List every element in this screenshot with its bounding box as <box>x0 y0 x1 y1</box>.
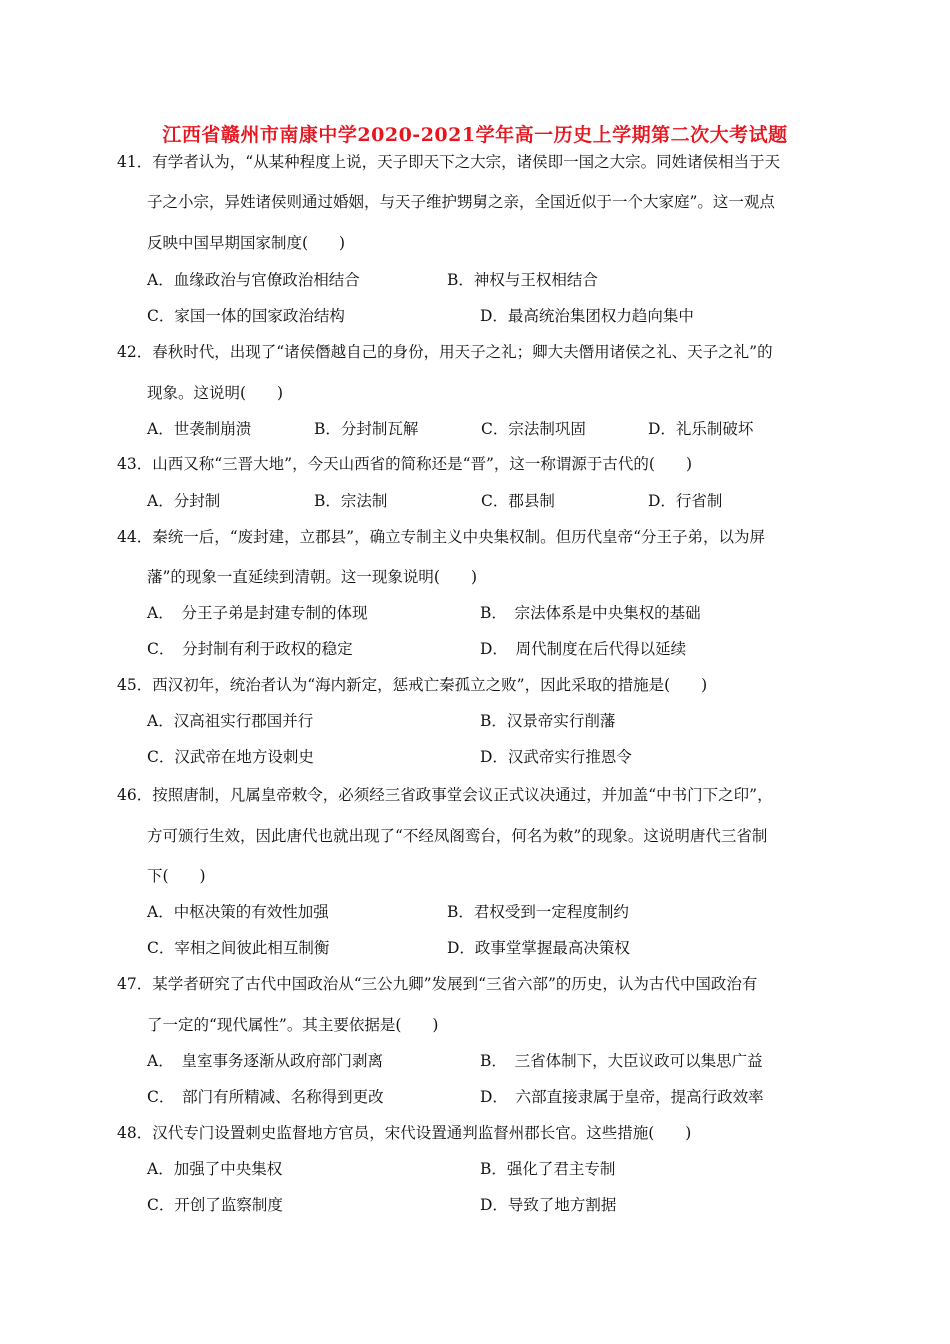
q48-option-a: A．加强了中央集权 <box>147 1160 283 1178</box>
q41-option-b: B．神权与王权相结合 <box>447 271 598 289</box>
q42-option-d: D．礼乐制破坏 <box>648 420 754 438</box>
q47-option-b: B． 三省体制下，大臣议政可以集思广益 <box>480 1052 763 1070</box>
q45-stem-line1: 45．西汉初年，统治者认为“海内新定，惩戒亡秦孤立之败”，因此采取的措施是( ) <box>117 676 708 694</box>
q42-stem-line1: 42．春秋时代，出现了“诸侯僭越自己的身份，用天子之礼；卿大夫僭用诸侯之礼、天子之礼”的 <box>117 343 773 361</box>
q44-stem-line1: 44．秦统一后，“废封建，立郡县”，确立专制主义中央集权制。但历代皇帝“分王子弟，以为屏 <box>117 528 765 546</box>
q41-stem-line1: 41．有学者认为，“从某种程度上说，天子即天下之大宗，诸侯即一国之大宗。同姓诸侯相当于天 <box>117 153 781 171</box>
q41-option-a: A．血缘政治与官僚政治相结合 <box>147 271 360 289</box>
q46-option-a: A．中枢决策的有效性加强 <box>147 903 329 921</box>
q44-stem-line2: 藩”的现象一直延续到清朝。这一现象说明( ) <box>147 568 478 586</box>
q44-option-d: D． 周代制度在后代得以延续 <box>480 640 687 658</box>
q41-option-d: D．最高统治集团权力趋向集中 <box>480 307 694 325</box>
q42-option-a: A．世袭制崩溃 <box>147 420 252 438</box>
q43-option-c: C．郡县制 <box>481 492 555 510</box>
q44-option-c: C． 分封制有利于政权的稳定 <box>147 640 353 658</box>
q44-option-b: B． 宗法体系是中央集权的基础 <box>480 604 701 622</box>
q41-stem-line3: 反映中国早期国家制度( ) <box>147 234 346 252</box>
q42-option-b: B．分封制瓦解 <box>314 420 419 438</box>
q48-option-d: D．导致了地方割据 <box>480 1196 617 1214</box>
q45-option-b: B．汉景帝实行削藩 <box>480 712 616 730</box>
q48-stem-line1: 48．汉代专门设置刺史监督地方官员，宋代设置通判监督州郡长官。这些措施( ) <box>117 1124 692 1142</box>
q41-option-c: C．家国一体的国家政治结构 <box>147 307 345 325</box>
exam-title: 江西省赣州市南康中学2020-2021学年高一历史上学期第二次大考试题 <box>162 124 788 146</box>
q44-option-a: A． 分王子弟是封建专制的体现 <box>147 604 368 622</box>
q43-stem-line1: 43．山西又称“三晋大地”，今天山西省的简称还是“晋”，这一称谓源于古代的( ) <box>117 455 693 473</box>
q46-option-c: C．宰相之间彼此相互制衡 <box>147 939 330 957</box>
q46-option-d: D．政事堂掌握最高决策权 <box>447 939 630 957</box>
q43-option-b: B．宗法制 <box>314 492 388 510</box>
q46-option-b: B．君权受到一定程度制约 <box>447 903 629 921</box>
q42-option-c: C．宗法制巩固 <box>481 420 586 438</box>
q45-option-d: D．汉武帝实行推恩令 <box>480 748 632 766</box>
q46-stem-line3: 下( ) <box>147 867 206 885</box>
q47-stem-line1: 47．某学者研究了古代中国政治从“三公九卿”发展到“三省六部”的历史，认为古代中国政治有 <box>117 975 758 993</box>
q47-option-a: A． 皇室事务逐渐从政府部门剥离 <box>147 1052 383 1070</box>
q46-stem-line2: 方可颁行生效，因此唐代也就出现了“不经凤阁鸾台，何名为敕”的现象。这说明唐代三省制 <box>147 827 768 845</box>
q46-stem-line1: 46．按照唐制，凡属皇帝敕令，必须经三省政事堂会议正式议决通过，并加盖“中书门下之印”， <box>117 786 773 804</box>
q43-option-a: A．分封制 <box>147 492 221 510</box>
q48-option-b: B．强化了君主专制 <box>480 1160 616 1178</box>
q45-option-a: A．汉高祖实行郡国并行 <box>147 712 314 730</box>
q41-stem-line2: 子之小宗，异姓诸侯则通过婚姻，与天子维护甥舅之亲，全国近似于一个大家庭”。这一观点 <box>147 193 775 211</box>
q48-option-c: C．开创了监察制度 <box>147 1196 283 1214</box>
q45-option-c: C．汉武帝在地方设刺史 <box>147 748 314 766</box>
q42-stem-line2: 现象。这说明( ) <box>147 384 284 402</box>
q47-option-d: D． 六部直接隶属于皇帝，提高行政效率 <box>480 1088 764 1106</box>
q47-option-c: C． 部门有所精减、名称得到更改 <box>147 1088 384 1106</box>
q47-stem-line2: 了一定的“现代属性”。其主要依据是( ) <box>147 1016 439 1034</box>
q43-option-d: D．行省制 <box>648 492 723 510</box>
